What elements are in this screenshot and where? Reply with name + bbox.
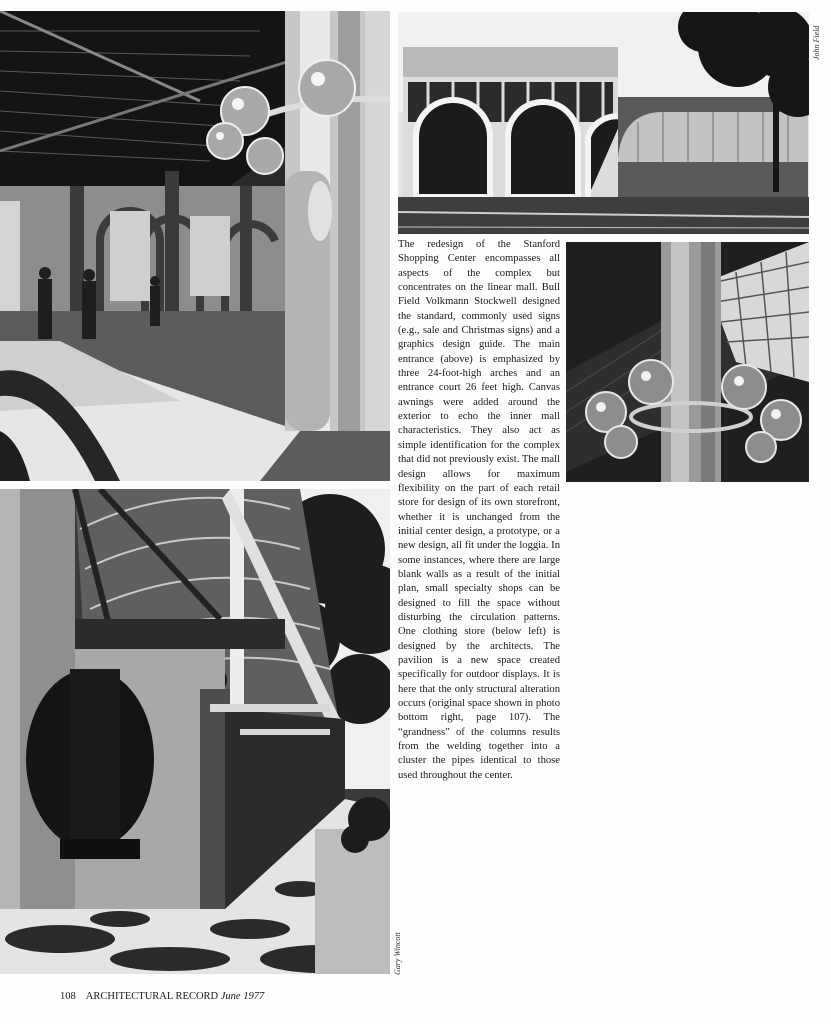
magazine-name: ARCHITECTURAL RECORD — [85, 991, 219, 1002]
issue-date: June 1977 — [220, 991, 265, 1002]
page-number: 108 — [60, 991, 76, 1002]
photo-clothing-store — [0, 489, 390, 974]
page-folio — [60, 991, 264, 1002]
photo-credit-top: John Field — [812, 25, 821, 60]
photo-main-entrance — [398, 12, 809, 234]
photo-pavilion-interior — [0, 11, 390, 481]
caption-text: The redesign of the Stanford Shopping Center encompasses all aspects of the complex but concentrates on the linear mall. Bull Field Volkmann Stockwell designed the standard, commonly used signs (e.g., sale and Christmas signs) and a graphics design guide. The main entrance (above) is emphasized by three 24-foot-high arches and an entrance court 26 feet high. Canvas awnings were added around the exterior to echo the inner mall characteristics. They also act as simple identification for the complex that did not previously exist. The mall design allows for maximum flexibility on the part of each retail store for design of its own storefront, whether it is unchanged from the initial center design, a prototype, or a new design, all fit under the loggia. In some instances, where there are large blank walls as a result of the initial plan, small specialty shops can be designed to fill the space without disturbing the circulation patterns. One clothing store (below left) is designed by the architects. The pavilion is a new space created specifically for outdoor displays. It is here that the only structural alteration occurs (original space shown in photo bottom right, page 107). The “grandness” of the columns results from the welding together into a cluster the pipes identical to those used throughout the center. — [398, 239, 560, 781]
photo-column-cluster — [566, 242, 809, 482]
photo-credit-bottom: Gary Wincott — [393, 932, 402, 975]
